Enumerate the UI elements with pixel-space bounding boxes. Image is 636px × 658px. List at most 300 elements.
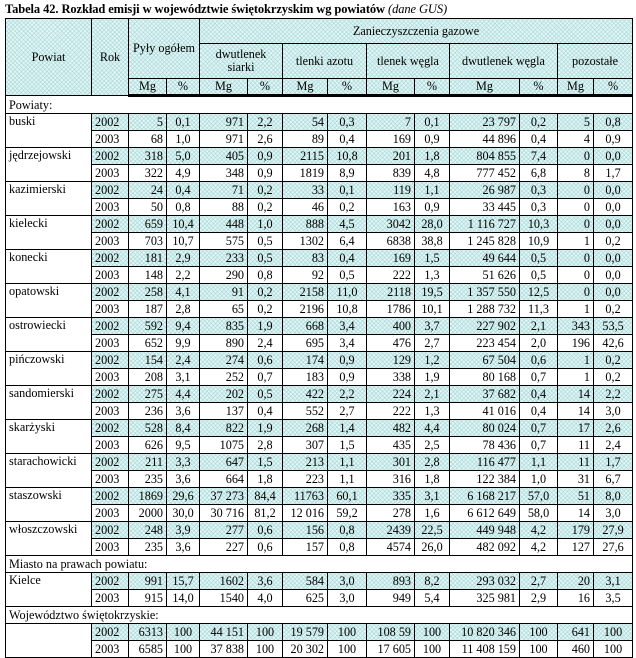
mg-cell: 187 xyxy=(129,301,167,318)
mg-cell: 991 xyxy=(129,573,167,590)
percent-cell: 3,4 xyxy=(328,335,367,352)
mg-cell: 44 151 xyxy=(200,624,248,641)
mg-cell: 6 168 217 xyxy=(450,488,520,505)
mg-cell: 80 168 xyxy=(450,369,520,386)
percent-cell: 0,5 xyxy=(248,250,283,267)
mg-cell: 0 xyxy=(558,199,594,216)
mg-cell: 154 xyxy=(129,352,167,369)
mg-cell: 301 xyxy=(367,454,415,471)
mg-cell: 223 xyxy=(283,471,328,488)
percent-cell: 0,9 xyxy=(415,199,450,216)
percent-cell: 2,2 xyxy=(594,386,633,403)
mg-cell: 7 xyxy=(367,114,415,131)
percent-cell: 9,4 xyxy=(167,318,200,335)
mg-cell: 20 xyxy=(558,573,594,590)
percent-cell: 19,5 xyxy=(415,284,450,301)
table-row xyxy=(6,369,633,386)
header-tlenki-azotu: tlenki azotu xyxy=(283,44,367,79)
year-cell: 2002 xyxy=(92,624,129,641)
mg-cell: 971 xyxy=(200,131,248,148)
mg-cell: 233 xyxy=(200,250,248,267)
percent-cell: 0,0 xyxy=(594,216,633,233)
section-label: Województwo świętokrzyskie: xyxy=(6,607,633,624)
table-row xyxy=(6,505,633,522)
mg-cell: 137 xyxy=(200,403,248,420)
percent-cell: 0,9 xyxy=(248,148,283,165)
year-cell: 2003 xyxy=(92,199,129,216)
powiat-name: pińczowski xyxy=(6,352,92,386)
percent-cell: 0,4 xyxy=(328,250,367,267)
mg-cell: 108 59 xyxy=(367,624,415,641)
mg-cell: 338 xyxy=(367,369,415,386)
percent-cell: 3,1 xyxy=(167,369,200,386)
percent-cell: 3,3 xyxy=(167,454,200,471)
header-unit-mg: Mg xyxy=(450,79,520,96)
percent-cell: 2,4 xyxy=(248,335,283,352)
percent-cell: 0,9 xyxy=(248,165,283,182)
percent-cell: 1,1 xyxy=(328,454,367,471)
header-unit-pct: % xyxy=(520,79,558,96)
percent-cell: 0,4 xyxy=(248,403,283,420)
mg-cell: 1 xyxy=(558,369,594,386)
powiat-name: opatowski xyxy=(6,284,92,318)
mg-cell: 236 xyxy=(129,403,167,420)
percent-cell: 30,0 xyxy=(167,505,200,522)
mg-cell: 156 xyxy=(283,522,328,539)
percent-cell: 11,0 xyxy=(328,284,367,301)
percent-cell: 60,1 xyxy=(328,488,367,505)
mg-cell: 235 xyxy=(129,471,167,488)
percent-cell: 2,2 xyxy=(167,267,200,284)
percent-cell: 3,0 xyxy=(594,505,633,522)
percent-cell: 10,3 xyxy=(520,216,558,233)
mg-cell: 1869 xyxy=(129,488,167,505)
percent-cell: 1,8 xyxy=(415,148,450,165)
percent-cell: 2,4 xyxy=(594,437,633,454)
percent-cell: 3,6 xyxy=(167,539,200,556)
percent-cell: 0,5 xyxy=(328,267,367,284)
powiat-name xyxy=(6,624,92,658)
percent-cell: 0,1 xyxy=(328,182,367,199)
percent-cell: 0,4 xyxy=(167,182,200,199)
mg-cell: 348 xyxy=(200,165,248,182)
mg-cell: 169 xyxy=(367,131,415,148)
mg-cell: 12 016 xyxy=(283,505,328,522)
header-powiat: Powiat xyxy=(6,19,92,96)
header-unit-mg: Mg xyxy=(283,79,328,96)
mg-cell: 222 xyxy=(367,267,415,284)
table-row xyxy=(6,267,633,284)
mg-cell: 1 xyxy=(558,352,594,369)
percent-cell: 0,4 xyxy=(520,131,558,148)
mg-cell: 482 092 xyxy=(450,539,520,556)
table-row xyxy=(6,539,633,556)
mg-cell: 482 xyxy=(367,420,415,437)
mg-cell: 50 xyxy=(129,199,167,216)
mg-cell: 641 xyxy=(558,624,594,641)
percent-cell: 9,5 xyxy=(167,437,200,454)
percent-cell: 0,8 xyxy=(248,267,283,284)
year-cell: 2002 xyxy=(92,352,129,369)
mg-cell: 16 xyxy=(558,590,594,607)
mg-cell: 181 xyxy=(129,250,167,267)
powiat-name: buski xyxy=(6,114,92,148)
mg-cell: 4 xyxy=(558,131,594,148)
percent-cell: 0,7 xyxy=(248,369,283,386)
mg-cell: 668 xyxy=(283,318,328,335)
percent-cell: 0,2 xyxy=(248,301,283,318)
percent-cell: 100 xyxy=(520,641,558,658)
year-cell: 2003 xyxy=(92,233,129,250)
percent-cell: 1,7 xyxy=(594,165,633,182)
percent-cell: 0,2 xyxy=(594,369,633,386)
percent-cell: 9,9 xyxy=(167,335,200,352)
mg-cell: 1302 xyxy=(283,233,328,250)
mg-cell: 890 xyxy=(200,335,248,352)
percent-cell: 2,2 xyxy=(248,114,283,131)
mg-cell: 213 xyxy=(283,454,328,471)
mg-cell: 37 682 xyxy=(450,386,520,403)
mg-cell: 278 xyxy=(367,505,415,522)
mg-cell: 1 116 727 xyxy=(450,216,520,233)
mg-cell: 14 xyxy=(558,403,594,420)
year-cell: 2003 xyxy=(92,335,129,352)
mg-cell: 6585 xyxy=(129,641,167,658)
section-row xyxy=(6,96,633,114)
year-cell: 2003 xyxy=(92,437,129,454)
mg-cell: 422 xyxy=(283,386,328,403)
percent-cell: 26,0 xyxy=(415,539,450,556)
mg-cell: 659 xyxy=(129,216,167,233)
percent-cell: 14,0 xyxy=(167,590,200,607)
header-unit-mg: Mg xyxy=(129,79,167,96)
mg-cell: 116 477 xyxy=(450,454,520,471)
percent-cell: 6,4 xyxy=(328,233,367,250)
mg-cell: 14 xyxy=(558,386,594,403)
mg-cell: 4574 xyxy=(367,539,415,556)
percent-cell: 100 xyxy=(167,624,200,641)
mg-cell: 148 xyxy=(129,267,167,284)
percent-cell: 5,0 xyxy=(167,148,200,165)
mg-cell: 252 xyxy=(200,369,248,386)
mg-cell: 322 xyxy=(129,165,167,182)
mg-cell: 222 xyxy=(367,403,415,420)
percent-cell: 6,7 xyxy=(594,471,633,488)
mg-cell: 122 384 xyxy=(450,471,520,488)
percent-cell: 6,8 xyxy=(520,165,558,182)
mg-cell: 10 820 346 xyxy=(450,624,520,641)
mg-cell: 318 xyxy=(129,148,167,165)
percent-cell: 0,6 xyxy=(248,352,283,369)
percent-cell: 1,0 xyxy=(167,131,200,148)
mg-cell: 8 xyxy=(558,165,594,182)
powiat-name: kielecki xyxy=(6,216,92,250)
percent-cell: 0,5 xyxy=(248,233,283,250)
caption-title: Tabela 42. Rozkład emisji w województwie świętokrzyskim wg powiatów xyxy=(5,2,385,16)
year-cell: 2002 xyxy=(92,573,129,590)
percent-cell: 0,0 xyxy=(594,267,633,284)
table-row xyxy=(6,182,633,199)
percent-cell: 2,7 xyxy=(415,335,450,352)
mg-cell: 528 xyxy=(129,420,167,437)
percent-cell: 100 xyxy=(328,624,367,641)
mg-cell: 703 xyxy=(129,233,167,250)
percent-cell: 3,1 xyxy=(415,488,450,505)
mg-cell: 0 xyxy=(558,250,594,267)
percent-cell: 1,1 xyxy=(520,454,558,471)
mg-cell: 80 024 xyxy=(450,420,520,437)
mg-cell: 11763 xyxy=(283,488,328,505)
year-cell: 2003 xyxy=(92,267,129,284)
percent-cell: 2,4 xyxy=(167,352,200,369)
mg-cell: 51 xyxy=(558,488,594,505)
table-row xyxy=(6,573,633,590)
mg-cell: 2118 xyxy=(367,284,415,301)
mg-cell: 11 408 159 xyxy=(450,641,520,658)
mg-cell: 24 xyxy=(129,182,167,199)
mg-cell: 6838 xyxy=(367,233,415,250)
caption-source: (dane GUS) xyxy=(388,2,448,16)
mg-cell: 335 xyxy=(367,488,415,505)
percent-cell: 3,0 xyxy=(328,590,367,607)
percent-cell: 0,2 xyxy=(248,284,283,301)
mg-cell: 2196 xyxy=(283,301,328,318)
percent-cell: 4,1 xyxy=(167,284,200,301)
percent-cell: 2,6 xyxy=(594,420,633,437)
table-row xyxy=(6,233,633,250)
percent-cell: 0,4 xyxy=(520,386,558,403)
mg-cell: 5 xyxy=(558,114,594,131)
header-pozostale: pozostałe xyxy=(558,44,633,79)
percent-cell: 100 xyxy=(167,641,200,658)
mg-cell: 169 xyxy=(367,250,415,267)
table-row xyxy=(6,454,633,471)
percent-cell: 10,1 xyxy=(415,301,450,318)
percent-cell: 4,9 xyxy=(167,165,200,182)
mg-cell: 1 xyxy=(558,233,594,250)
mg-cell: 839 xyxy=(367,165,415,182)
percent-cell: 0,2 xyxy=(594,233,633,250)
percent-cell: 1,9 xyxy=(248,318,283,335)
mg-cell: 804 855 xyxy=(450,148,520,165)
percent-cell: 0,8 xyxy=(594,114,633,131)
percent-cell: 0,9 xyxy=(328,352,367,369)
mg-cell: 26 987 xyxy=(450,182,520,199)
mg-cell: 41 016 xyxy=(450,403,520,420)
percent-cell: 59,2 xyxy=(328,505,367,522)
year-cell: 2002 xyxy=(92,284,129,301)
mg-cell: 37 838 xyxy=(200,641,248,658)
table-row xyxy=(6,284,633,301)
year-cell: 2002 xyxy=(92,114,129,131)
mg-cell: 695 xyxy=(283,335,328,352)
header-unit-pct: % xyxy=(594,79,633,96)
percent-cell: 0,6 xyxy=(248,539,283,556)
percent-cell: 3,4 xyxy=(328,318,367,335)
mg-cell: 51 626 xyxy=(450,267,520,284)
mg-cell: 915 xyxy=(129,590,167,607)
mg-cell: 592 xyxy=(129,318,167,335)
percent-cell: 2,8 xyxy=(167,301,200,318)
mg-cell: 71 xyxy=(200,182,248,199)
percent-cell: 2,5 xyxy=(415,437,450,454)
percent-cell: 1,9 xyxy=(415,369,450,386)
table-caption xyxy=(5,2,447,17)
percent-cell: 27,6 xyxy=(594,539,633,556)
percent-cell: 57,0 xyxy=(520,488,558,505)
percent-cell: 0,4 xyxy=(520,403,558,420)
percent-cell: 100 xyxy=(415,624,450,641)
percent-cell: 27,9 xyxy=(594,522,633,539)
percent-cell: 0,6 xyxy=(520,352,558,369)
mg-cell: 274 xyxy=(200,352,248,369)
percent-cell: 2,8 xyxy=(248,437,283,454)
mg-cell: 119 xyxy=(367,182,415,199)
mg-cell: 54 xyxy=(283,114,328,131)
percent-cell: 3,0 xyxy=(328,573,367,590)
year-cell: 2003 xyxy=(92,505,129,522)
header-unit-pct: % xyxy=(167,79,200,96)
powiat-name: starachowicki xyxy=(6,454,92,488)
table-row xyxy=(6,471,633,488)
percent-cell: 0,2 xyxy=(328,199,367,216)
header-unit-mg: Mg xyxy=(558,79,594,96)
percent-cell: 1,7 xyxy=(594,454,633,471)
mg-cell: 1786 xyxy=(367,301,415,318)
mg-cell: 1602 xyxy=(200,573,248,590)
year-cell: 2003 xyxy=(92,165,129,182)
percent-cell: 0,0 xyxy=(594,284,633,301)
mg-cell: 449 948 xyxy=(450,522,520,539)
percent-cell: 3,6 xyxy=(167,471,200,488)
table-body xyxy=(6,96,633,658)
table-row xyxy=(6,165,633,182)
percent-cell: 0,4 xyxy=(328,131,367,148)
section-label: Powiaty: xyxy=(6,96,633,114)
mg-cell: 211 xyxy=(129,454,167,471)
mg-cell: 44 896 xyxy=(450,131,520,148)
mg-cell: 67 504 xyxy=(450,352,520,369)
mg-cell: 179 xyxy=(558,522,594,539)
header-rok: Rok xyxy=(92,19,129,96)
percent-cell: 2,9 xyxy=(167,250,200,267)
percent-cell: 2,2 xyxy=(328,386,367,403)
percent-cell: 7,4 xyxy=(520,148,558,165)
mg-cell: 2439 xyxy=(367,522,415,539)
percent-cell: 8,0 xyxy=(594,488,633,505)
year-cell: 2003 xyxy=(92,590,129,607)
mg-cell: 235 xyxy=(129,539,167,556)
table-row xyxy=(6,437,633,454)
percent-cell: 2,1 xyxy=(415,386,450,403)
percent-cell: 2,0 xyxy=(520,335,558,352)
percent-cell: 4,4 xyxy=(167,386,200,403)
year-cell: 2002 xyxy=(92,488,129,505)
mg-cell: 1075 xyxy=(200,437,248,454)
table-row xyxy=(6,488,633,505)
percent-cell: 100 xyxy=(415,641,450,658)
mg-cell: 224 xyxy=(367,386,415,403)
year-cell: 2002 xyxy=(92,454,129,471)
mg-cell: 1819 xyxy=(283,165,328,182)
mg-cell: 0 xyxy=(558,284,594,301)
powiat-name: jędrzejowski xyxy=(6,148,92,182)
mg-cell: 127 xyxy=(558,539,594,556)
percent-cell: 0,1 xyxy=(167,114,200,131)
table-row xyxy=(6,403,633,420)
table-row xyxy=(6,522,633,539)
mg-cell: 777 452 xyxy=(450,165,520,182)
mg-cell: 30 716 xyxy=(200,505,248,522)
section-row xyxy=(6,607,633,624)
year-cell: 2002 xyxy=(92,250,129,267)
mg-cell: 448 xyxy=(200,216,248,233)
percent-cell: 84,4 xyxy=(248,488,283,505)
mg-cell: 405 xyxy=(200,148,248,165)
percent-cell: 1,3 xyxy=(415,403,450,420)
percent-cell: 0,5 xyxy=(248,386,283,403)
mg-cell: 129 xyxy=(367,352,415,369)
mg-cell: 91 xyxy=(200,284,248,301)
percent-cell: 0,8 xyxy=(328,539,367,556)
percent-cell: 8,9 xyxy=(328,165,367,182)
mg-cell: 2158 xyxy=(283,284,328,301)
table-row xyxy=(6,199,633,216)
percent-cell: 1,5 xyxy=(415,250,450,267)
mg-cell: 92 xyxy=(283,267,328,284)
table-row xyxy=(6,641,633,658)
section-row xyxy=(6,556,633,573)
percent-cell: 1,6 xyxy=(415,505,450,522)
mg-cell: 888 xyxy=(283,216,328,233)
mg-cell: 277 xyxy=(200,522,248,539)
percent-cell: 22,5 xyxy=(415,522,450,539)
percent-cell: 28,0 xyxy=(415,216,450,233)
mg-cell: 3042 xyxy=(367,216,415,233)
mg-cell: 316 xyxy=(367,471,415,488)
mg-cell: 552 xyxy=(283,403,328,420)
mg-cell: 78 436 xyxy=(450,437,520,454)
powiat-name: staszowski xyxy=(6,488,92,522)
mg-cell: 275 xyxy=(129,386,167,403)
mg-cell: 435 xyxy=(367,437,415,454)
mg-cell: 201 xyxy=(367,148,415,165)
mg-cell: 626 xyxy=(129,437,167,454)
header-dwutlenek-siarki: dwutlenek siarki xyxy=(200,44,283,79)
percent-cell: 1,5 xyxy=(248,454,283,471)
mg-cell: 1 xyxy=(558,301,594,318)
percent-cell: 10,8 xyxy=(328,148,367,165)
mg-cell: 460 xyxy=(558,641,594,658)
year-cell: 2003 xyxy=(92,403,129,420)
mg-cell: 584 xyxy=(283,573,328,590)
mg-cell: 0 xyxy=(558,182,594,199)
table-row xyxy=(6,624,633,641)
mg-cell: 227 xyxy=(200,539,248,556)
mg-cell: 6 612 649 xyxy=(450,505,520,522)
mg-cell: 652 xyxy=(129,335,167,352)
powiat-name: Kielce xyxy=(6,573,92,607)
percent-cell: 1,2 xyxy=(415,352,450,369)
year-cell: 2002 xyxy=(92,182,129,199)
percent-cell: 4,8 xyxy=(415,165,450,182)
percent-cell: 0,8 xyxy=(328,522,367,539)
year-cell: 2002 xyxy=(92,318,129,335)
percent-cell: 8,2 xyxy=(415,573,450,590)
percent-cell: 53,5 xyxy=(594,318,633,335)
percent-cell: 1,8 xyxy=(248,471,283,488)
header-unit-mg: Mg xyxy=(200,79,248,96)
